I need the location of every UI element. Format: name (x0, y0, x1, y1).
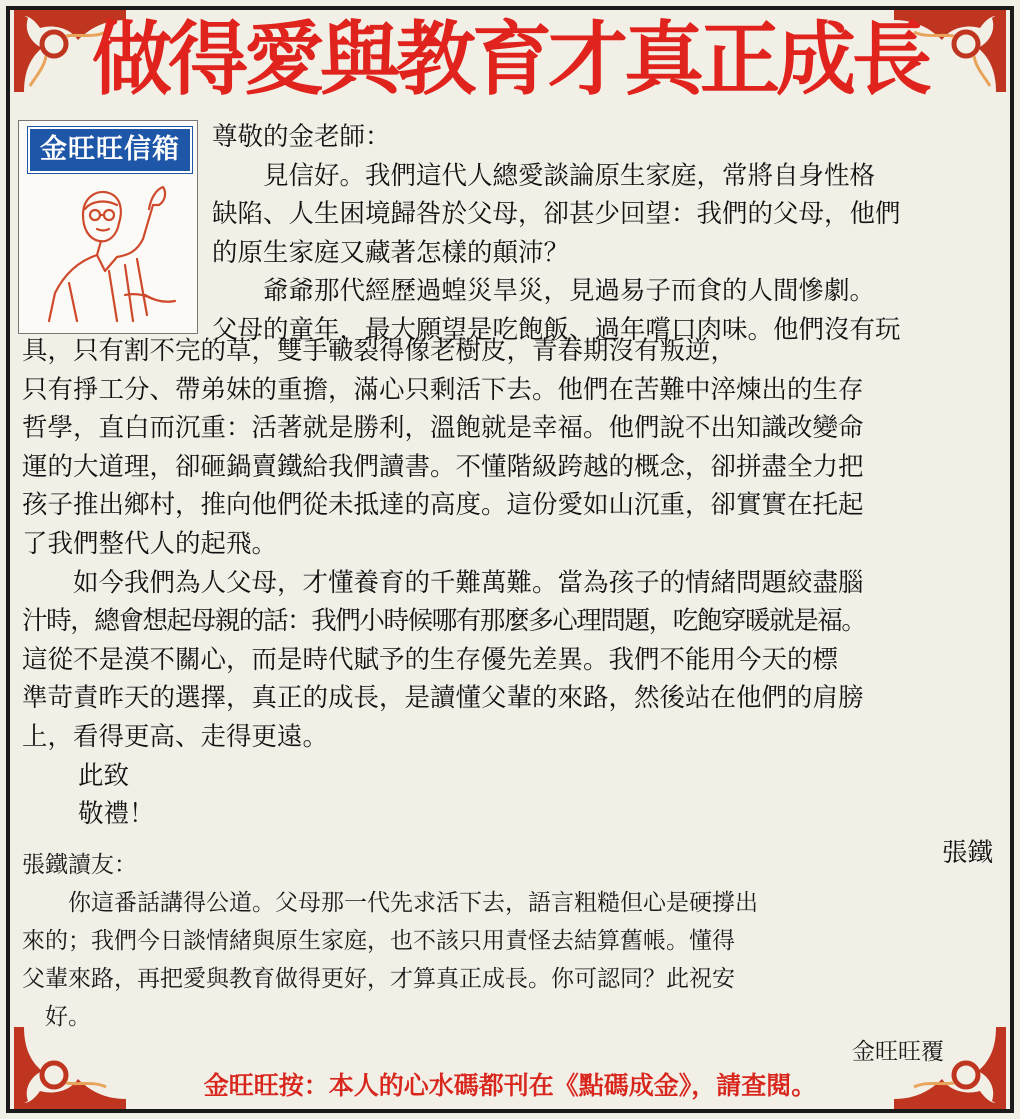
letter-line: 運的大道理，卻砸鍋賣鐵給我們讀書。不懂階級跨越的概念，卻拼盡全力把 (22, 451, 864, 482)
letter-line: 這從不是漠不關心，而是時代賦予的生存優先差異。我們不能用今天的標 (22, 644, 839, 675)
letter-salutation: 尊敬的金老師： (212, 122, 391, 152)
letter-closing-1: 此致 (78, 760, 130, 791)
letter-line: 上，看得更高、走得更遠。 (22, 721, 329, 752)
letter-line: 如今我們為人父母，才懂養育的千難萬難。當為孩子的情緒問題絞盡腦 (22, 567, 864, 598)
reply-line: 來的；我們今日談情緒與原生家庭，也不該只用責怪去結算舊帳。懂得 (22, 928, 735, 954)
reply-block (22, 846, 1002, 1036)
columnist-portrait-icon (25, 175, 191, 325)
column-name: 金旺旺信箱 (28, 127, 192, 173)
letter-line: 只有掙工分、帶弟妹的重擔，滿心只剩活下去。他們在苦難中淬煉出的生存 (22, 374, 864, 405)
letter-line: 孩子推出鄉村，推向他們從未抵達的高度。這份愛如山沉重，卻實實在托起 (22, 490, 864, 521)
letter-line: 準苛責昨天的選擇，真正的成長，是讀懂父輩的來路，然後站在他們的肩膀 (22, 683, 864, 714)
footer-note: 金旺旺按：本人的心水碼都刊在《點碼成金》，請查閱。 (203, 1071, 817, 1100)
reply-signer: 金旺旺覆 (852, 1039, 944, 1065)
letter-line: 具，只有割不完的草，雙手皸裂得像老樹皮，青春期沒有叛逆， (22, 336, 737, 366)
letter-line: 見信好。我們這代人總愛談論原生家庭，常將自身性格 (212, 160, 876, 191)
letter-line: 了我們整代人的起飛。 (22, 528, 278, 559)
letter-signer: 張鐵 (941, 837, 993, 868)
letter-line: 父母的童年，最大願望是吃飽飯、過年嚐口肉味。他們沒有玩 (212, 314, 901, 345)
reply-salutation: 張鐵讀友： (22, 852, 137, 878)
letter-line: 缺陷、人生困境歸咎於父母，卻甚少回望：我們的父母，他們 (212, 199, 901, 230)
letter-main-block (22, 332, 1007, 872)
reply-line: 你這番話講得公道。父母那一代先求活下去，語言粗糙但心是硬撐出 (22, 890, 758, 916)
letter-line: 爺爺那代經歷過蝗災旱災，見過易子而食的人間慘劇。 (212, 276, 876, 307)
column-badge (18, 120, 198, 334)
headline: 做得愛與教育才真正成長 (92, 13, 928, 106)
reply-line: 好。 (22, 1004, 91, 1030)
letter-closing-2: 敬禮！ (78, 799, 155, 830)
letter-line: 汁時，總會想起母親的話：我們小時候哪有那麼多心理問題，吃飽穿暖就是福。 (22, 606, 866, 637)
letter-line: 的原生家庭又藏著怎樣的顛沛？ (212, 237, 570, 268)
letter-line: 哲學，直白而沉重：活著就是勝利，溫飽就是幸福。他們說不出知識改變命 (22, 413, 864, 444)
letter-top-block (212, 118, 1007, 350)
reply-line: 父輩來路，再把愛與教育做得更好，才算真正成長。你可認同？此祝安 (22, 966, 735, 992)
